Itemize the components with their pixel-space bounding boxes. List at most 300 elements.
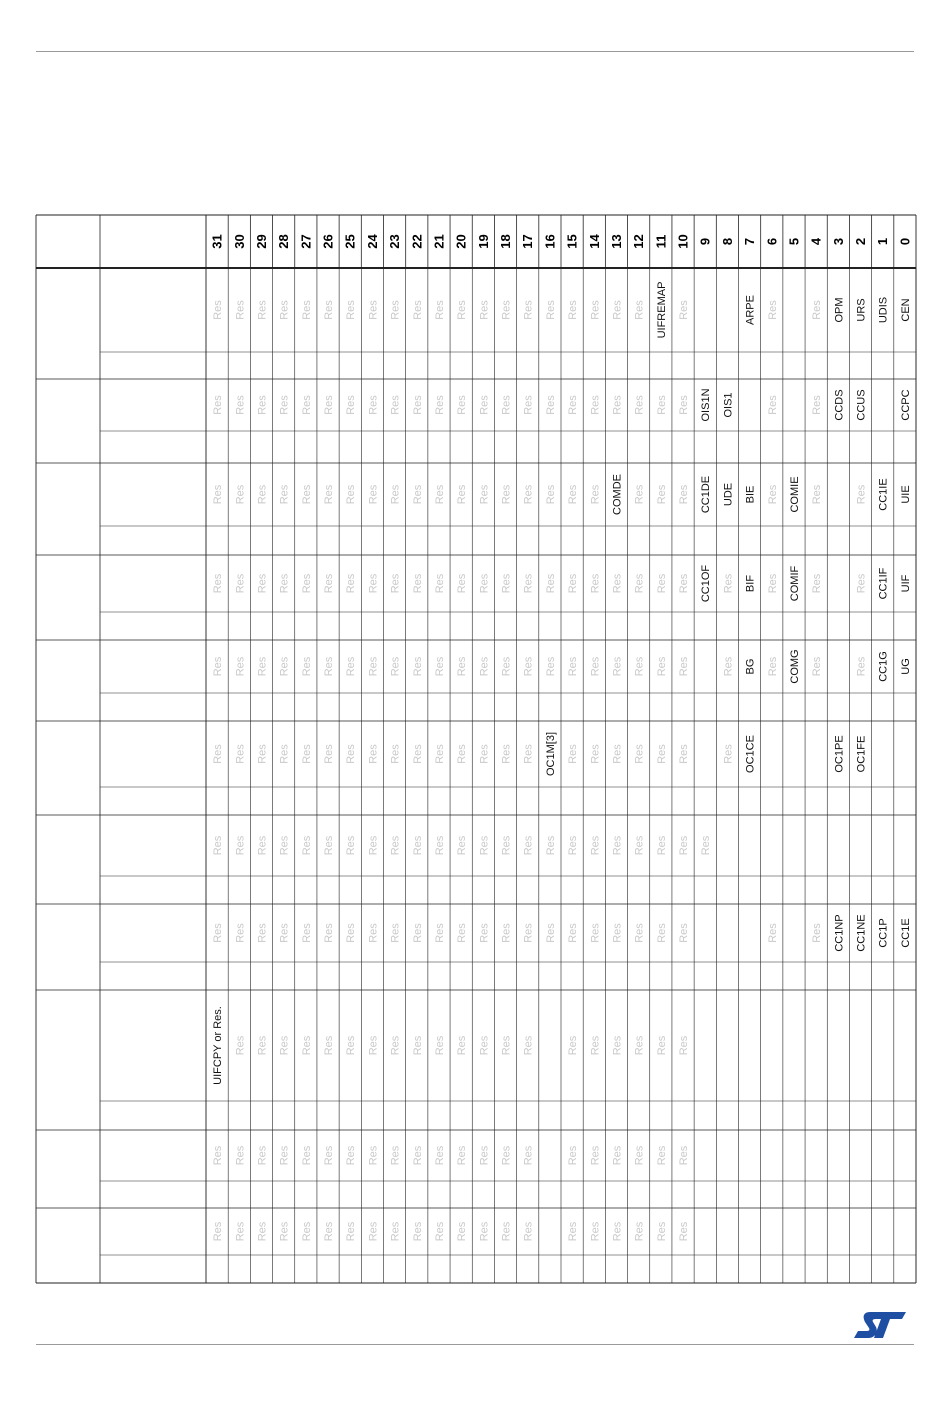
bit-number-header: 1 (875, 237, 891, 246)
reserved-bit-label: Res (633, 573, 646, 594)
reserved-bit-label: Res (212, 573, 225, 594)
bit-number-header: 15 (564, 234, 580, 249)
reserved-bit-label: Res (589, 835, 602, 856)
reserved-bit-label: Res (522, 1145, 535, 1166)
reserved-bit-label: Res (456, 395, 469, 415)
bit-number-header: 3 (830, 237, 846, 246)
reserved-bit-label: Res (633, 744, 646, 764)
reserved-bit-label: Res (766, 573, 779, 594)
reserved-bit-label: Res (611, 744, 624, 764)
reserved-bit-label: Res (522, 395, 535, 415)
reserved-bit-label: Res (655, 395, 668, 415)
reserved-bit-label: Res (323, 656, 336, 677)
reserved-bit-label: Res (456, 656, 469, 677)
reserved-bit-label: Res (500, 1221, 513, 1242)
reserved-bit-label: Res (811, 573, 824, 594)
reserved-bit-label: Res (611, 1145, 624, 1166)
footer-rule (36, 1344, 914, 1345)
reserved-bit-label: Res (655, 744, 668, 764)
reserved-bit-label: Res (323, 395, 336, 415)
reserved-bit-label: Res (323, 1035, 336, 1056)
reserved-bit-label: Res (389, 484, 402, 505)
reserved-bit-label: Res (212, 1221, 225, 1242)
reserved-bit-label: Res (234, 484, 247, 505)
bit-number-header: 10 (675, 234, 691, 249)
reserved-bit-label: Res (212, 835, 225, 856)
reserved-bit-label: Res (345, 573, 358, 594)
field-label: UIFCPY or Res. (212, 1006, 225, 1085)
field-label: ARPE (744, 295, 757, 325)
reserved-bit-label: Res (456, 835, 469, 856)
bit-number-header: 22 (409, 234, 425, 249)
field-label: CC1IF (877, 567, 890, 600)
reserved-bit-label: Res (433, 835, 446, 856)
reserved-bit-label: Res (234, 1035, 247, 1056)
reserved-bit-label: Res (389, 300, 402, 320)
field-label: OC1FE (855, 735, 868, 773)
bit-number-header: 17 (520, 234, 536, 249)
reserved-bit-label: Res (389, 1035, 402, 1056)
reserved-bit-label: Res (678, 835, 691, 856)
reserved-bit-label: Res (411, 484, 424, 505)
field-label: UIFREMAP (655, 281, 668, 339)
bit-number-header: 20 (453, 234, 469, 249)
reserved-bit-label: Res (811, 923, 824, 943)
reserved-bit-label: Res (589, 1221, 602, 1242)
reserved-bit-label: Res (567, 1035, 580, 1056)
reserved-bit-label: Res (500, 923, 513, 943)
reserved-bit-label: Res (700, 835, 713, 856)
reserved-bit-label: Res (234, 744, 247, 764)
reserved-bit-label: Res (678, 395, 691, 415)
reserved-bit-label: Res (345, 656, 358, 677)
reserved-bit-label: Res (855, 656, 868, 677)
reserved-bit-label: Res (411, 1035, 424, 1056)
reserved-bit-label: Res (456, 1221, 469, 1242)
reserved-bit-label: Res (522, 744, 535, 764)
reserved-bit-label: Res (766, 395, 779, 415)
reserved-bit-label: Res (367, 573, 380, 594)
reserved-bit-label: Res (478, 484, 491, 505)
reserved-bit-label: Res (256, 1145, 269, 1166)
reserved-bit-label: Res (678, 656, 691, 677)
reserved-bit-label: Res (345, 835, 358, 856)
reserved-bit-label: Res (323, 573, 336, 594)
reserved-bit-label: Res (433, 923, 446, 943)
reserved-bit-label: Res (678, 300, 691, 320)
reserved-bit-label: Res (300, 1035, 313, 1056)
reserved-bit-label: Res (633, 395, 646, 415)
reserved-bit-label: Res (345, 744, 358, 764)
reserved-bit-label: Res (234, 1145, 247, 1166)
reserved-bit-label: Res (611, 1035, 624, 1056)
reserved-bit-label: Res (567, 1145, 580, 1166)
reserved-bit-label: Res (722, 744, 735, 764)
reserved-bit-label: Res (212, 923, 225, 943)
reserved-bit-label: Res (655, 835, 668, 856)
bit-number-header: 8 (719, 237, 735, 246)
reserved-bit-label: Res (611, 1221, 624, 1242)
reserved-bit-label: Res (589, 1145, 602, 1166)
field-label: BG (744, 658, 757, 675)
field-label: CC1E (899, 918, 912, 948)
reserved-bit-label: Res (855, 573, 868, 594)
field-label: UIE (899, 485, 912, 504)
bit-number-header: 12 (631, 234, 647, 249)
reserved-bit-label: Res (300, 656, 313, 677)
reserved-bit-label: Res (234, 300, 247, 320)
field-label: UG (899, 658, 912, 675)
reserved-bit-label: Res (567, 1221, 580, 1242)
reserved-bit-label: Res (478, 395, 491, 415)
reserved-bit-label: Res (633, 300, 646, 320)
reserved-bit-label: Res (544, 835, 557, 856)
reserved-bit-label: Res (766, 300, 779, 320)
reserved-bit-label: Res (611, 395, 624, 415)
reserved-bit-label: Res (522, 656, 535, 677)
reserved-bit-label: Res (500, 656, 513, 677)
reserved-bit-label: Res (522, 300, 535, 320)
reserved-bit-label: Res (212, 484, 225, 505)
reserved-bit-label: Res (411, 300, 424, 320)
reserved-bit-label: Res (411, 656, 424, 677)
reserved-bit-label: Res (500, 1145, 513, 1166)
reserved-bit-label: Res (433, 395, 446, 415)
reserved-bit-label: Res (567, 835, 580, 856)
bit-number-header: 30 (231, 234, 247, 249)
reserved-bit-label: Res (212, 1145, 225, 1166)
reserved-bit-label: Res (411, 744, 424, 764)
reserved-bit-label: Res (345, 1035, 358, 1056)
reserved-bit-label: Res (345, 484, 358, 505)
reserved-bit-label: Res (411, 573, 424, 594)
bit-number-header: 23 (387, 234, 403, 249)
reserved-bit-label: Res (544, 923, 557, 943)
reserved-bit-label: Res (256, 656, 269, 677)
reserved-bit-label: Res (678, 744, 691, 764)
reserved-bit-label: Res (589, 1035, 602, 1056)
reserved-bit-label: Res (433, 484, 446, 505)
reserved-bit-label: Res (589, 573, 602, 594)
reserved-bit-label: Res (633, 1221, 646, 1242)
reserved-bit-label: Res (212, 744, 225, 764)
reserved-bit-label: Res (256, 300, 269, 320)
reserved-bit-label: Res (456, 923, 469, 943)
reserved-bit-label: Res (611, 656, 624, 677)
reserved-bit-label: Res (478, 835, 491, 856)
reserved-bit-label: Res (323, 1221, 336, 1242)
bit-number-header: 21 (431, 234, 447, 249)
reserved-bit-label: Res (389, 835, 402, 856)
reserved-bit-label: Res (811, 300, 824, 320)
reserved-bit-label: Res (323, 835, 336, 856)
reserved-bit-label: Res (456, 573, 469, 594)
reserved-bit-label: Res (478, 1035, 491, 1056)
field-label: OIS1N (700, 388, 713, 422)
reserved-bit-label: Res (500, 573, 513, 594)
bit-number-header: 14 (586, 234, 602, 249)
reserved-bit-label: Res (722, 573, 735, 594)
reserved-bit-label: Res (212, 656, 225, 677)
reserved-bit-label: Res (411, 1145, 424, 1166)
reserved-bit-label: Res (567, 656, 580, 677)
reserved-bit-label: Res (256, 923, 269, 943)
field-label: CC1P (877, 918, 890, 948)
reserved-bit-label: Res (611, 923, 624, 943)
reserved-bit-label: Res (411, 395, 424, 415)
field-label: BIF (744, 574, 757, 593)
field-label: UDE (722, 482, 735, 507)
bit-number-header: 28 (276, 234, 292, 249)
bit-number-header: 7 (742, 237, 758, 246)
reserved-bit-label: Res (478, 573, 491, 594)
bit-number-header: 19 (475, 234, 491, 249)
reserved-bit-label: Res (256, 395, 269, 415)
reserved-bit-label: Res (300, 1145, 313, 1166)
reserved-bit-label: Res (300, 835, 313, 856)
bit-number-header: 11 (653, 234, 669, 249)
reserved-bit-label: Res (234, 656, 247, 677)
reserved-bit-label: Res (367, 1221, 380, 1242)
reserved-bit-label: Res (633, 835, 646, 856)
reserved-bit-label: Res (433, 1035, 446, 1056)
reserved-bit-label: Res (567, 395, 580, 415)
reserved-bit-label: Res (323, 923, 336, 943)
reserved-bit-label: Res (278, 744, 291, 764)
reserved-bit-label: Res (766, 923, 779, 943)
reserved-bit-label: Res (300, 300, 313, 320)
reserved-bit-label: Res (300, 1221, 313, 1242)
field-label: OC1CE (744, 735, 757, 773)
field-label: OPM (833, 297, 846, 323)
reserved-bit-label: Res (567, 300, 580, 320)
reserved-bit-label: Res (367, 656, 380, 677)
reserved-bit-label: Res (567, 484, 580, 505)
bit-number-header: 29 (253, 234, 269, 249)
bit-number-header: 16 (542, 234, 558, 249)
field-label: CCPC (899, 389, 912, 421)
reserved-bit-label: Res (234, 923, 247, 943)
reserved-bit-label: Res (522, 1035, 535, 1056)
field-label: COMDE (611, 474, 624, 515)
reserved-bit-label: Res (389, 1145, 402, 1166)
reserved-bit-label: Res (256, 484, 269, 505)
reserved-bit-label: Res (678, 573, 691, 594)
reserved-bit-label: Res (456, 484, 469, 505)
reserved-bit-label: Res (478, 300, 491, 320)
reserved-bit-label: Res (256, 573, 269, 594)
reserved-bit-label: Res (611, 573, 624, 594)
reserved-bit-label: Res (345, 1145, 358, 1166)
reserved-bit-label: Res (633, 484, 646, 505)
reserved-bit-label: Res (589, 923, 602, 943)
reserved-bit-label: Res (589, 484, 602, 505)
reserved-bit-label: Res (589, 744, 602, 764)
reserved-bit-label: Res (655, 656, 668, 677)
reserved-bit-label: Res (589, 656, 602, 677)
reserved-bit-label: Res (367, 1035, 380, 1056)
reserved-bit-label: Res (367, 300, 380, 320)
reserved-bit-label: Res (411, 923, 424, 943)
reserved-bit-label: Res (433, 656, 446, 677)
reserved-bit-label: Res (522, 484, 535, 505)
reserved-bit-label: Res (278, 1145, 291, 1166)
reserved-bit-label: Res (234, 395, 247, 415)
bit-number-header: 27 (298, 234, 314, 249)
reserved-bit-label: Res (256, 835, 269, 856)
reserved-bit-label: Res (811, 656, 824, 677)
reserved-bit-label: Res (278, 573, 291, 594)
reserved-bit-label: Res (478, 923, 491, 943)
field-label: OIS1 (722, 392, 735, 418)
reserved-bit-label: Res (300, 395, 313, 415)
reserved-bit-label: Res (300, 923, 313, 943)
reserved-bit-label: Res (456, 1145, 469, 1166)
reserved-bit-label: Res (478, 1221, 491, 1242)
reserved-bit-label: Res (655, 1035, 668, 1056)
reserved-bit-label: Res (567, 573, 580, 594)
field-label: CC1OF (700, 564, 713, 603)
field-label: CC1G (877, 651, 890, 682)
reserved-bit-label: Res (256, 1035, 269, 1056)
reserved-bit-label: Res (633, 1145, 646, 1166)
field-label: UDIS (877, 296, 890, 324)
reserved-bit-label: Res (456, 744, 469, 764)
reserved-bit-label: Res (389, 395, 402, 415)
reserved-bit-label: Res (500, 744, 513, 764)
reserved-bit-label: Res (478, 656, 491, 677)
reserved-bit-label: Res (456, 1035, 469, 1056)
field-label: CC1NE (855, 914, 868, 952)
reserved-bit-label: Res (766, 656, 779, 677)
field-label: OC1PE (833, 735, 846, 773)
reserved-bit-label: Res (500, 835, 513, 856)
reserved-bit-label: Res (367, 484, 380, 505)
field-label: COMIF (788, 565, 801, 602)
bit-number-header: 2 (853, 237, 869, 246)
reserved-bit-label: Res (500, 300, 513, 320)
reserved-bit-label: Res (278, 395, 291, 415)
reserved-bit-label: Res (544, 395, 557, 415)
reserved-bit-label: Res (433, 1221, 446, 1242)
reserved-bit-label: Res (522, 573, 535, 594)
reserved-bit-label: Res (655, 484, 668, 505)
reserved-bit-label: Res (655, 923, 668, 943)
reserved-bit-label: Res (678, 484, 691, 505)
reserved-bit-label: Res (589, 300, 602, 320)
reserved-bit-label: Res (766, 484, 779, 505)
reserved-bit-label: Res (345, 1221, 358, 1242)
reserved-bit-label: Res (433, 1145, 446, 1166)
reserved-bit-label: Res (678, 1145, 691, 1166)
bit-number-header: 5 (786, 237, 802, 246)
reserved-bit-label: Res (544, 484, 557, 505)
reserved-bit-label: Res (544, 300, 557, 320)
reserved-bit-label: Res (611, 835, 624, 856)
reserved-bit-label: Res (300, 744, 313, 764)
reserved-bit-label: Res (500, 484, 513, 505)
field-label: URS (855, 298, 868, 322)
reserved-bit-label: Res (678, 1035, 691, 1056)
reserved-bit-label: Res (433, 744, 446, 764)
reserved-bit-label: Res (389, 1221, 402, 1242)
reserved-bit-label: Res (567, 744, 580, 764)
reserved-bit-label: Res (300, 484, 313, 505)
reserved-bit-label: Res (278, 656, 291, 677)
reserved-bit-label: Res (367, 395, 380, 415)
reserved-bit-label: Res (389, 744, 402, 764)
bit-number-header: 6 (764, 237, 780, 246)
reserved-bit-label: Res (256, 744, 269, 764)
reserved-bit-label: Res (278, 300, 291, 320)
reserved-bit-label: Res (411, 835, 424, 856)
field-label: CCUS (855, 389, 868, 421)
reserved-bit-label: Res (478, 1145, 491, 1166)
reserved-bit-label: Res (678, 923, 691, 943)
reserved-bit-label: Res (323, 744, 336, 764)
reserved-bit-label: Res (633, 1035, 646, 1056)
reserved-bit-label: Res (522, 835, 535, 856)
reserved-bit-label: Res (544, 656, 557, 677)
reserved-bit-label: Res (345, 923, 358, 943)
reserved-bit-label: Res (278, 1035, 291, 1056)
reserved-bit-label: Res (855, 484, 868, 505)
reserved-bit-label: Res (500, 395, 513, 415)
reserved-bit-label: Res (811, 395, 824, 415)
reserved-bit-label: Res (522, 923, 535, 943)
reserved-bit-label: Res (655, 1145, 668, 1166)
field-label: COMIE (788, 476, 801, 513)
reserved-bit-label: Res (367, 744, 380, 764)
reserved-bit-label: Res (212, 395, 225, 415)
reserved-bit-label: Res (433, 573, 446, 594)
reserved-bit-label: Res (456, 300, 469, 320)
field-label: OC1M[3] (544, 731, 557, 777)
reserved-bit-label: Res (212, 300, 225, 320)
reserved-bit-label: Res (345, 300, 358, 320)
reserved-bit-label: Res (367, 1145, 380, 1166)
reserved-bit-label: Res (655, 573, 668, 594)
reserved-bit-label: Res (234, 1221, 247, 1242)
reserved-bit-label: Res (633, 923, 646, 943)
st-logo (852, 1310, 908, 1340)
bit-number-header: 0 (897, 237, 913, 246)
reserved-bit-label: Res (478, 744, 491, 764)
reserved-bit-label: Res (389, 923, 402, 943)
reserved-bit-label: Res (278, 1221, 291, 1242)
reserved-bit-label: Res (655, 1221, 668, 1242)
reserved-bit-label: Res (500, 1035, 513, 1056)
field-label: COMG (788, 649, 801, 684)
reserved-bit-label: Res (345, 395, 358, 415)
reserved-bit-label: Res (323, 1145, 336, 1166)
reserved-bit-label: Res (367, 923, 380, 943)
reserved-bit-label: Res (367, 835, 380, 856)
reserved-bit-label: Res (567, 923, 580, 943)
reserved-bit-label: Res (278, 923, 291, 943)
bit-number-header: 4 (808, 237, 824, 246)
reserved-bit-label: Res (544, 573, 557, 594)
bit-number-header: 24 (364, 234, 380, 249)
reserved-bit-label: Res (256, 1221, 269, 1242)
bit-number-header: 25 (342, 234, 358, 249)
reserved-bit-label: Res (678, 1221, 691, 1242)
reserved-bit-label: Res (433, 300, 446, 320)
field-label: UIF (899, 574, 912, 593)
reserved-bit-label: Res (323, 484, 336, 505)
reserved-bit-label: Res (300, 573, 313, 594)
field-label: CEN (899, 298, 912, 322)
